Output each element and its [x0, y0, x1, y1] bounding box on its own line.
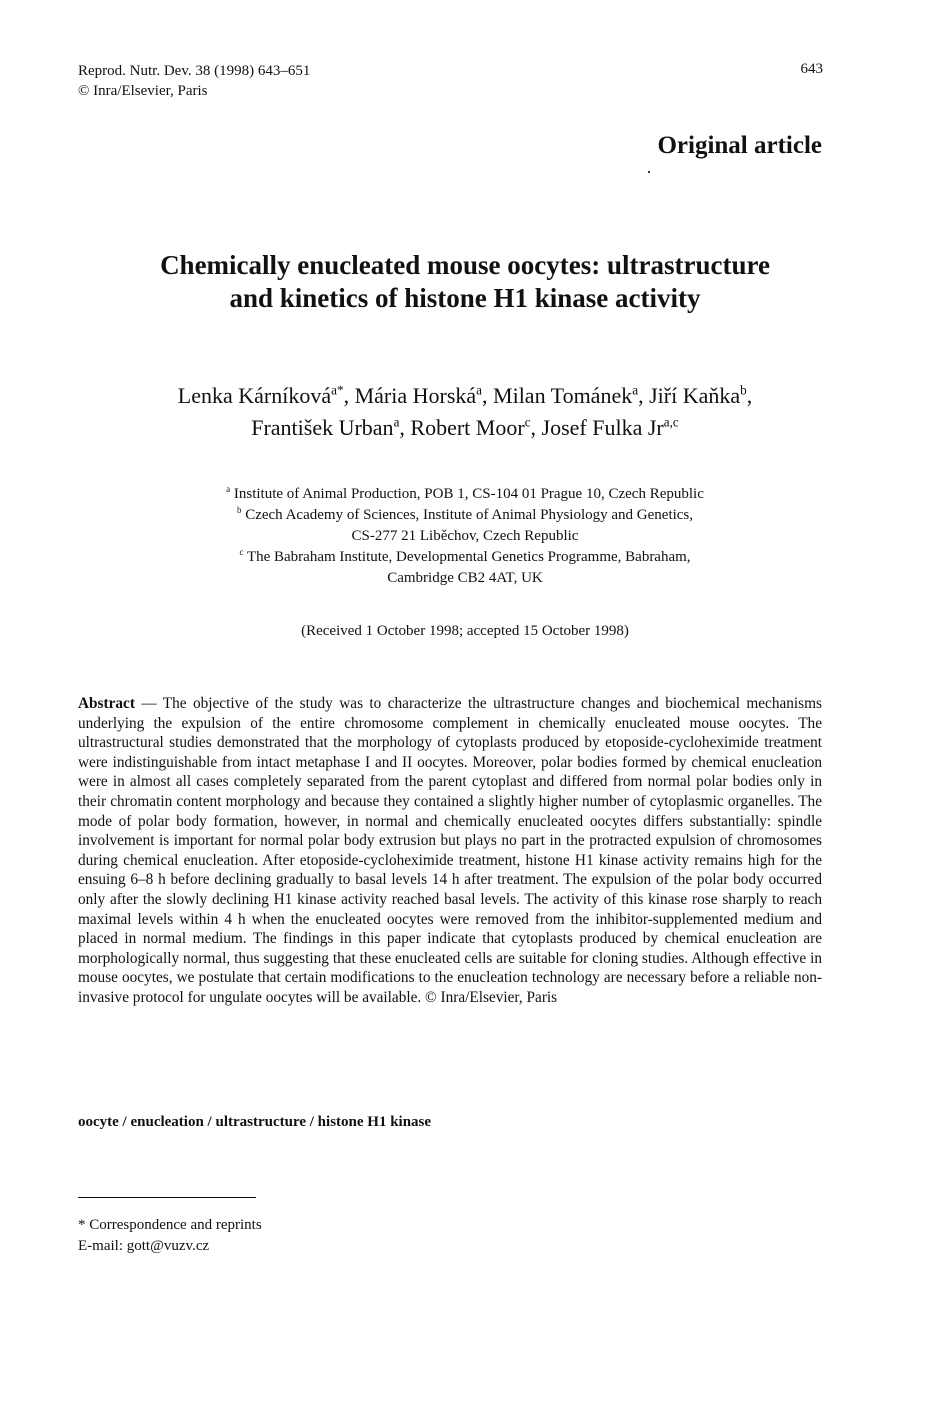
author-affil-mark: a [632, 382, 639, 398]
affiliation-a: $^a$ Institute of Animal Production, POB 1, CS-104 01 Prague 10, Czech Republic [226, 484, 704, 502]
abstract-text: — The objective of the study was to characterize the ultrastructure changes and biochemical mechanisms underlying the expulsion of the entire chromosome complement in chemically enucleated mouse oocytes. The ultrastructural studies demonstrated that the morphology of cytoplasts produced by etoposide-cycloheximide treatment were indistinguishable from intact metaphase I and II oocytes. Moreover, polar bodies formed by chemical enucleation were in almost all cases completely separated from the parent cytoplast and differed from normal polar bodies only in their chromatin content morphology and because they contained a slightly higher number of cytoplasmic organelles. The mode of polar body formation, however, in normal and chemically enucleated oocytes differs substantially: spindle involvement is important for normal polar body extrusion but plays no part in the protracted expulsion of chromosomes during chemical enucleation. After etoposide-cycloheximide treatment, histone H1 kinase activity remains high for the ensuing 6–8 h before declining gradually to basal levels 14 h after treatment. The expulsion of the polar body occurred only after the slowly declining H1 kinase activity reached basal levels. The activity of this kinase rose sharply to reach maximal levels within 4 h when the enucleated oocytes were removed from the inhibitor-supplemented medium and placed in normal medium. The findings in this paper indicate that cytoplasts produced by chemical enucleation are morphologically normal, thus suggesting that these enucleated cells are suitable for cloning studies. Although effective in mouse oocytes, we postulate that certain modifications to the enucleation technology are necessary before a reliable non-invasive protocol for ungulate oocytes will be available. © Inra/Elsevier, Paris [78, 695, 822, 1006]
author-list [60, 380, 870, 444]
author-line-2: František Urban$^a$, Robert Moor$^c$, Josef Fulka Jr$^{a,c}$ [251, 414, 679, 440]
affiliation-c-cont: Cambridge CB2 4AT, UK [387, 570, 543, 586]
author-name: Milan Tománek [493, 383, 633, 408]
author-affil-mark: b [740, 382, 747, 398]
keywords: oocyte / enucleation / ultrastructure / histone H1 kinase [78, 1114, 432, 1130]
journal-citation: Reprod. Nutr. Dev. 38 (1998) 643–651 [78, 63, 311, 79]
abstract [78, 694, 822, 1008]
email-line: E-mail: gott@vuzv.cz [78, 1238, 210, 1254]
title-line-1: Chemically enucleated mouse oocytes: ultrastructure [160, 250, 770, 280]
author-name: Josef Fulka Jr [541, 415, 664, 440]
author-name: Jiří Kaňka [649, 383, 741, 408]
journal-header [78, 61, 310, 101]
article-title [60, 249, 870, 315]
correspondence-note: * Correspondence and reprints [78, 1217, 262, 1233]
affiliation-b-cont: CS-277 21 Liběchov, Czech Republic [351, 528, 579, 544]
author-name: Lenka Kárníková [177, 383, 332, 408]
abstract-label: Abstract [78, 695, 135, 712]
footnote-divider [78, 1197, 256, 1198]
author-name: Robert Moor [410, 415, 525, 440]
affiliations [60, 484, 870, 589]
author-affil-mark: c [524, 414, 531, 430]
author-affil-mark: a,c [663, 414, 679, 430]
affiliation-c: $^c$ The Babraham Institute, Developmental Genetics Programme, Babraham, [239, 547, 691, 565]
title-line-2: and kinetics of histone H1 kinase activity [229, 283, 701, 313]
affiliation-b: $^b$ Czech Academy of Sciences, Institute of Animal Physiology and Genetics, [236, 505, 694, 523]
author-affil-mark: a [476, 382, 483, 398]
speck-mark [648, 171, 650, 173]
article-type-heading: Original article [657, 132, 822, 159]
author-line-1: Lenka Kárníková$^{a*}$, Mária Horská$^a$, Milan Tománek$^a$, Jiří Kaňka$^b$, [177, 382, 753, 408]
footnote [78, 1215, 262, 1257]
copyright-line: © Inra/Elsevier, Paris [78, 83, 208, 99]
author-name: Mária Horská [354, 383, 477, 408]
author-affil-mark: a [393, 414, 400, 430]
author-name: František Urban [251, 415, 394, 440]
page-number: 643 [800, 61, 823, 77]
author-affil-mark: a* [331, 382, 344, 398]
received-dates: (Received 1 October 1998; accepted 15 October 1998) [301, 623, 629, 639]
